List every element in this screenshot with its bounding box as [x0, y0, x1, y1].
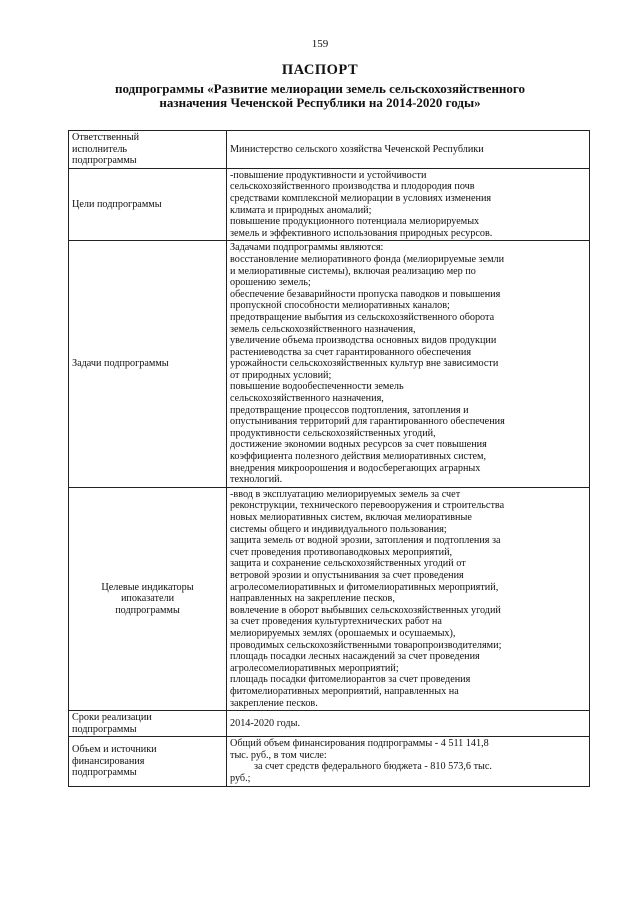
label-line: Цели подпрограммы	[72, 198, 162, 210]
content-line: опустынивания территорий для гарантированного обеспечения	[230, 416, 505, 428]
label-line: подпрограммы	[72, 767, 137, 779]
table-row	[69, 487, 590, 710]
content-line: -ввод в эксплуатацию мелиорируемых земель за счет	[230, 488, 461, 500]
content-line: продуктивности сельскохозяйственных угодий,	[230, 427, 436, 439]
label-line: Сроки реализации	[72, 712, 152, 724]
content-line: защита земель от водной эрозии, затопления и подтопления за	[230, 535, 501, 547]
table-row	[69, 737, 590, 786]
content-line: восстановление мелиоративного фонда (мелиорируемые земли	[230, 253, 505, 265]
content-line: проводимых сельскохозяйственными товаропроизводителями;	[230, 639, 502, 651]
content-line: за счет проведения культуртехнических работ на	[230, 616, 442, 628]
content-line: направленных на закрепление песков,	[230, 593, 395, 605]
table-row	[69, 241, 590, 487]
label-line: Задачи подпрограммы	[72, 358, 169, 370]
content-line: повышение водообеспеченности земель	[230, 381, 404, 393]
table-row	[69, 711, 590, 737]
content-line: земель и эффективного использования природных ресурсов.	[230, 227, 493, 239]
document-title: ПАСПОРТ	[281, 62, 359, 78]
label-line: Целевые индикаторы	[101, 581, 194, 593]
content-line: агролесомелиоративных и фитомелиоративных мероприятий,	[230, 581, 499, 593]
content-line: сельскохозяйственного производства и плодородия почв	[230, 181, 475, 193]
passport-table	[68, 130, 590, 787]
subtitle-line: подпрограммы «Развитие мелиорации земель сельскохозяйственного	[114, 82, 525, 96]
row-label	[69, 131, 227, 169]
label-line: исполнитель	[72, 143, 128, 155]
label-line: ипоказатели	[120, 593, 175, 605]
content-line: закрепление песков.	[230, 697, 318, 709]
content-line: внедрения микроорошения и водосберегающих аграрных	[230, 462, 481, 474]
table-row	[69, 131, 590, 169]
content-line: предотвращение процессов подтопления, затопления и	[230, 404, 469, 416]
label-line: Ответственный	[72, 132, 140, 143]
content-line: площадь посадки лесных насаждений за счет проведения	[230, 651, 480, 663]
table-row	[69, 168, 590, 241]
label-line: подпрограммы	[72, 155, 137, 167]
document-subtitle	[70, 82, 570, 110]
content-line: климата и природных аномалий;	[230, 204, 372, 216]
content-line: защита и сохранение сельскохозяйственных угодий от	[230, 558, 466, 570]
content-line: площадь посадки фитомелиорантов за счет проведения	[230, 674, 471, 686]
label-line: Объем и источники	[72, 744, 157, 756]
label-line: финансирования	[72, 755, 145, 767]
content-line: агролесомелиоративных мероприятий;	[230, 662, 399, 674]
content-line: Общий объем финансирования подпрограммы - 4 511 141,8	[230, 738, 489, 750]
content-line: коэффициента полезного действия мелиоративных систем,	[230, 451, 487, 463]
content-line: предотвращение выбытия из сельскохозяйственного оборота	[230, 311, 495, 323]
content-line: -повышение продуктивности и устойчивости	[230, 169, 427, 181]
content-line: системы общего и индивидуального пользования;	[230, 523, 447, 535]
row-content	[227, 168, 590, 241]
content-line: увеличение объема производства основных видов продукции	[230, 335, 497, 347]
row-label	[69, 711, 227, 737]
content-line: реконструкции, технического перевооружения и строительства	[230, 500, 505, 512]
content-line: технологий.	[230, 474, 283, 486]
row-label	[69, 168, 227, 241]
content-line: и мелиоративные системы), включая реализацию мер по	[230, 265, 476, 277]
row-content	[227, 487, 590, 710]
content-line: Задачами подпрограммы являются:	[230, 242, 384, 254]
content-line: повышение продукционного потенциала мелиорируемых	[230, 216, 480, 228]
row-content	[227, 737, 590, 786]
content-line: от природных условий;	[230, 369, 332, 381]
row-label	[69, 487, 227, 710]
label-line: подпрограммы	[115, 604, 180, 616]
content-line: новых мелиоративных систем, включая мелиоративные	[230, 512, 472, 523]
content-line: сельскохозяйственного назначения,	[230, 393, 384, 405]
row-label	[69, 241, 227, 487]
content-line: обеспечение безаварийности пропуска паводков и повышения	[230, 288, 501, 300]
subtitle-line: назначения Чеченской Республики на 2014-2020 годы»	[159, 96, 481, 110]
row-content	[227, 131, 590, 169]
content-line: достижение экономии водных ресурсов за счет повышения	[230, 439, 487, 451]
page-number: 159	[311, 38, 329, 50]
content-line: пропускной способности мелиоративных каналов;	[230, 300, 450, 312]
content-line: тыс. руб., в том числе:	[230, 749, 327, 761]
label-line: подпрограммы	[72, 723, 137, 735]
content-line: вовлечение в оборот выбывших сельскохозяйственных угодий	[230, 604, 501, 616]
content-line: орошению земель;	[230, 277, 311, 289]
row-label	[69, 737, 227, 786]
content-line: руб.;	[230, 773, 251, 785]
content-line: фитомелиоративных мероприятий, направленных на	[230, 685, 459, 697]
content-line: 2014-2020 годы.	[230, 717, 300, 729]
row-content	[227, 711, 590, 737]
content-line: ветровой эрозии и опустынивания за счет проведения	[230, 569, 464, 581]
content-line: растениеводства за счет гарантированного обеспечения	[230, 346, 472, 358]
content-line: урожайности сельскохозяйственных культур вне зависимости	[230, 358, 499, 370]
content-line: земель сельскохозяйственного назначения,	[230, 323, 416, 335]
row-content	[227, 241, 590, 487]
content-line: средствами комплексной мелиорации в условиях изменения	[230, 192, 492, 204]
content-line: счет проведения противопаводковых мероприятий,	[230, 546, 453, 558]
content-line: мелиорируемых землях (орошаемых и осушаемых),	[230, 627, 456, 639]
content-line: Министерство сельского хозяйства Чеченской Республики	[230, 143, 484, 155]
content-line: за счет средств федерального бюджета - 810 573,6 тыс.	[254, 761, 492, 773]
